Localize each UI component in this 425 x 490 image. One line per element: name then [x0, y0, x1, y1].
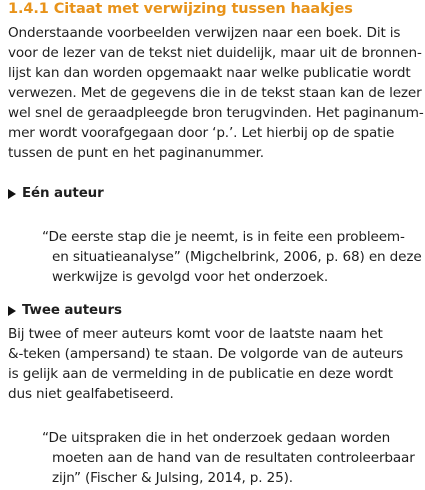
two-authors-paragraph — [8, 324, 403, 404]
subheading-two-authors — [8, 303, 122, 318]
body-line: dus niet gealfabetiseerd. — [8, 386, 174, 402]
quote-one-author — [42, 227, 422, 287]
body-line: &-teken (ampersand) te staan. De volgorde van de auteurs — [8, 346, 404, 362]
quote-line: werkwijze is gevolgd voor het onderzoek. — [52, 269, 329, 285]
subheading-one-author — [8, 186, 104, 201]
body-line: is gelijk aan de vermelding in de publicatie en deze wordt — [8, 366, 393, 382]
body-line: Bij twee of meer auteurs komt voor de laatste naam het — [8, 326, 383, 342]
intro-line: verwezen. Met de gegevens die in de tekst staan kan de lezer — [8, 85, 422, 101]
section-title: 1.4.1 Citaat met verwijzing tussen haakjes — [8, 1, 353, 17]
intro-line: tussen de punt en het paginanummer. — [8, 145, 264, 161]
intro-line: voor de lezer van de tekst niet duidelijk, maar uit de bronnen- — [8, 45, 422, 61]
quote-line: “De uitspraken die in het onderzoek gedaan worden — [42, 430, 391, 446]
subheading-label: Twee auteurs — [22, 303, 122, 318]
quote-line: zijn” (Fischer & Julsing, 2014, p. 25). — [52, 470, 293, 486]
intro-paragraph — [8, 23, 424, 163]
intro-line: Onderstaande voorbeelden verwijzen naar een boek. Dit is — [8, 25, 401, 41]
triangle-bullet-icon — [8, 306, 16, 316]
intro-line: mer wordt voorafgegaan door ‘p.’. Let hierbij op de spatie — [8, 125, 395, 141]
subheading-label: Eén auteur — [22, 186, 104, 201]
intro-line: wel snel de geraadpleegde bron terugvinden. Het paginanum- — [8, 105, 424, 121]
intro-line: lijst kan dan worden opgemaakt naar welke publicatie wordt — [8, 65, 411, 81]
quote-line: “De eerste stap die je neemt, is in feite een probleem- — [42, 229, 405, 245]
quote-line: en situatieanalyse” (Migchelbrink, 2006, p. 68) en deze — [52, 249, 422, 265]
quote-two-authors — [42, 428, 415, 488]
quote-line: moeten aan de hand van de resultaten controleerbaar — [52, 450, 415, 466]
triangle-bullet-icon — [8, 189, 16, 199]
